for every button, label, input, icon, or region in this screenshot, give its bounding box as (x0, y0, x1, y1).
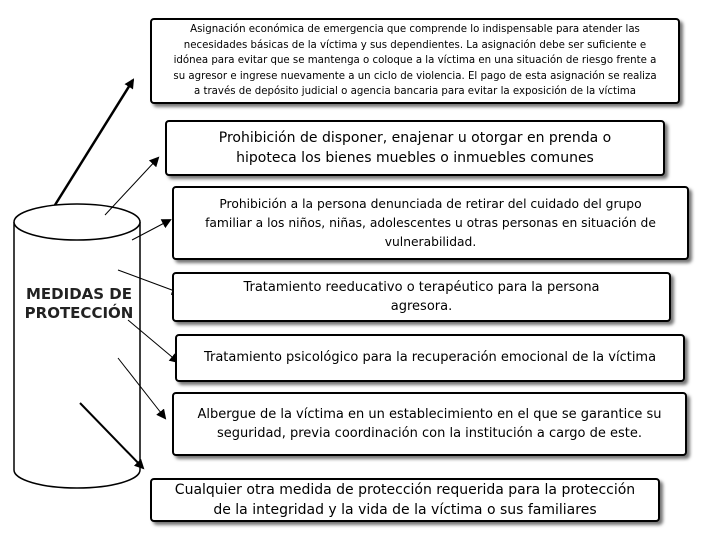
measure-text-line: familiar a los niños, niñas, adolescentes u otras personas en situación de (205, 215, 656, 230)
measure-text-line: agresora. (390, 299, 453, 314)
measure-text-line: Prohibición de disponer, enajenar u otorgar en prenda o (218, 130, 612, 146)
measure-box-aggressor-treatment (172, 272, 671, 322)
measure-text-line: necesidades básicas de la víctima y sus dependientes. La asignación debe ser suficiente e (183, 39, 647, 51)
measure-text-line: Cualquier otra medida de protección requerida para la protección (174, 482, 636, 498)
measure-box-other-measures (150, 478, 660, 522)
measure-text-line: vulnerabilidad. (384, 234, 477, 249)
measure-text-line: a través de depósito judicial o agencia bancaria para evitar la exposición de la víctima (194, 86, 636, 98)
measure-text-line: idónea para evitar que se mantenga o coloque a la víctima en una situación de riesgo frente a (173, 55, 657, 67)
measure-text-line: su agresor e ingrese nuevamente a un ciclo de violencia. El pago de esta asignación se realiza (173, 70, 657, 82)
measure-box-victim-treatment (175, 334, 685, 382)
measure-box-economic-assignment (150, 18, 680, 104)
measure-text-line: seguridad, previa coordinación con la institución a cargo de este. (217, 426, 642, 441)
cylinder-label-line-1: MEDIDAS DE (26, 285, 132, 303)
measure-text-line: hipoteca los bienes muebles o inmuebles comunes (236, 150, 594, 166)
measure-text-line: Prohibición a la persona denunciada de retirar del cuidado del grupo (219, 196, 642, 211)
measure-box-custody-prohibition (172, 186, 689, 260)
cylinder-label (18, 285, 140, 323)
arrow-to-measure-1 (55, 80, 133, 205)
measure-text-line: de la integridad y la vida de la víctima o sus familiares (213, 502, 597, 518)
measure-text-line: Tratamiento reeducativo o terapéutico para la persona (243, 280, 600, 295)
measure-box-shelter (172, 392, 687, 456)
measure-text-line: Albergue de la víctima en un establecimiento en el que se garantice su (197, 407, 662, 422)
measure-text-line: Asignación económica de emergencia que comprende lo indispensable para atender las (190, 24, 640, 36)
measure-text-line: Tratamiento psicológico para la recuperación emocional de la víctima (203, 350, 657, 365)
cylinder-label-line-2: PROTECCIÓN (24, 304, 134, 322)
arrow-to-measure-2 (105, 158, 158, 215)
measure-box-property-prohibition (165, 120, 665, 176)
